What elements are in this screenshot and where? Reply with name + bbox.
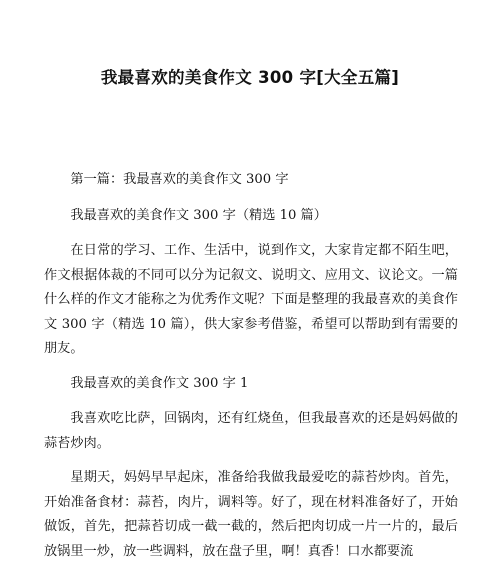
intro-paragraph: 在日常的学习、工作、生活中，说到作文，大家肯定都不陌生吧，作文根据体裁的不同可以分为记叙文、说明文、应用文、议论文。一篇什么样的作文才能称之为优秀作文呢？下面是整理的我最喜欢的美食作文 300 字（精选 10 篇），供大家参考借鉴，希望可以帮助到有需要的朋友。 — [44, 243, 458, 356]
document-body — [44, 168, 458, 574]
essay-heading: 我最喜欢的美食作文 300 字 1 — [70, 375, 249, 391]
essay-paragraph: 星期天，妈妈早早起床，准备给我做我最爱吃的蒜苔炒肉。首先，开始准备食材：蒜苔，肉片，调料等。好了，现在材料准备好了，开始做饭，首先，把蒜苔切成一截一截的，然后把肉切成一片一片的，最后放锅里一炒，放一些调料，放在盘子里，啊！真香！口水都要流 — [44, 470, 458, 559]
section-heading: 第一篇：我最喜欢的美食作文 300 字 — [70, 172, 289, 187]
document-title: 我最喜欢的美食作文 300 字[大全五篇] — [100, 68, 400, 87]
essay-paragraph: 我喜欢吃比萨，回锅肉，还有红烧鱼，但我最喜欢的还是妈妈做的蒜苔炒肉。 — [44, 411, 458, 451]
article-title: 我最喜欢的美食作文 300 字（精选 10 篇） — [70, 207, 327, 223]
